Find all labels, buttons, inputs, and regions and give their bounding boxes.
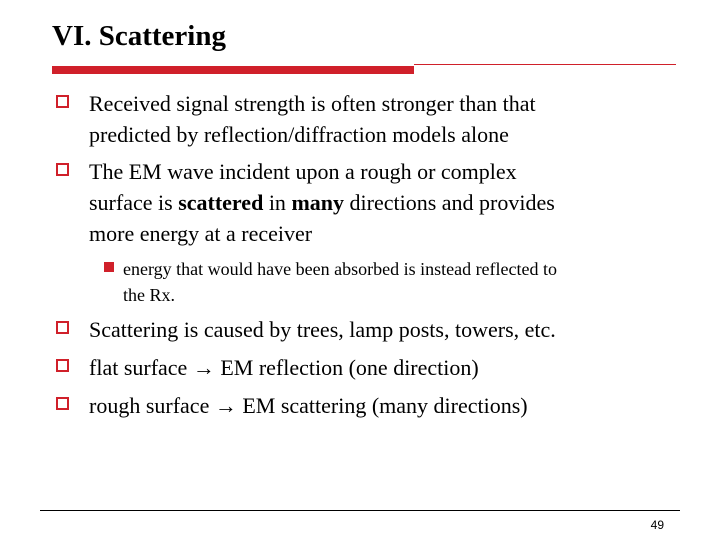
bullet-2-line-1: The EM wave incident upon a rough or complex [89,159,517,184]
bullet-3-line-1: Scattering is caused by trees, lamp posts, towers, etc. [89,317,556,342]
slide-title: VI. Scattering [52,20,226,52]
bullet-2-line-3: more energy at a receiver [89,221,313,246]
hollow-square-bullet-icon [56,163,69,176]
hollow-square-bullet-icon [56,359,69,372]
title-rule-thin [414,64,676,65]
bullet-5-line-1: rough surface → EM scattering (many directions) [89,393,528,418]
hollow-square-bullet-icon [56,397,69,410]
filled-square-bullet-icon [104,262,114,272]
bullet-1-line-2: predicted by reflection/diffraction models alone [89,122,509,147]
bullet-1 [56,88,536,150]
emphasis-many: many [291,190,344,215]
bullet-5 [56,390,528,421]
hollow-square-bullet-icon [56,321,69,334]
hollow-square-bullet-icon [56,95,69,108]
sub-bullet-1 [104,256,557,308]
bullet-4-line-1: flat surface → EM reflection (one direction) [89,355,479,380]
footer-rule [40,510,680,511]
bullet-4 [56,352,479,383]
emphasis-scattered: scattered [178,190,264,215]
sub-bullet-1-line-2: the Rx. [123,285,175,305]
bullet-2 [56,156,555,249]
sub-bullet-1-line-1: energy that would have been absorbed is instead reflected to [123,259,558,279]
bullet-3 [56,314,556,345]
page-number: 49 [650,518,664,532]
bullet-2-line-2: surface is scattered in many directions and provides [89,190,555,215]
title-rule-thick [52,66,414,74]
bullet-1-line-1: Received signal strength is often stronger than that [89,91,536,116]
